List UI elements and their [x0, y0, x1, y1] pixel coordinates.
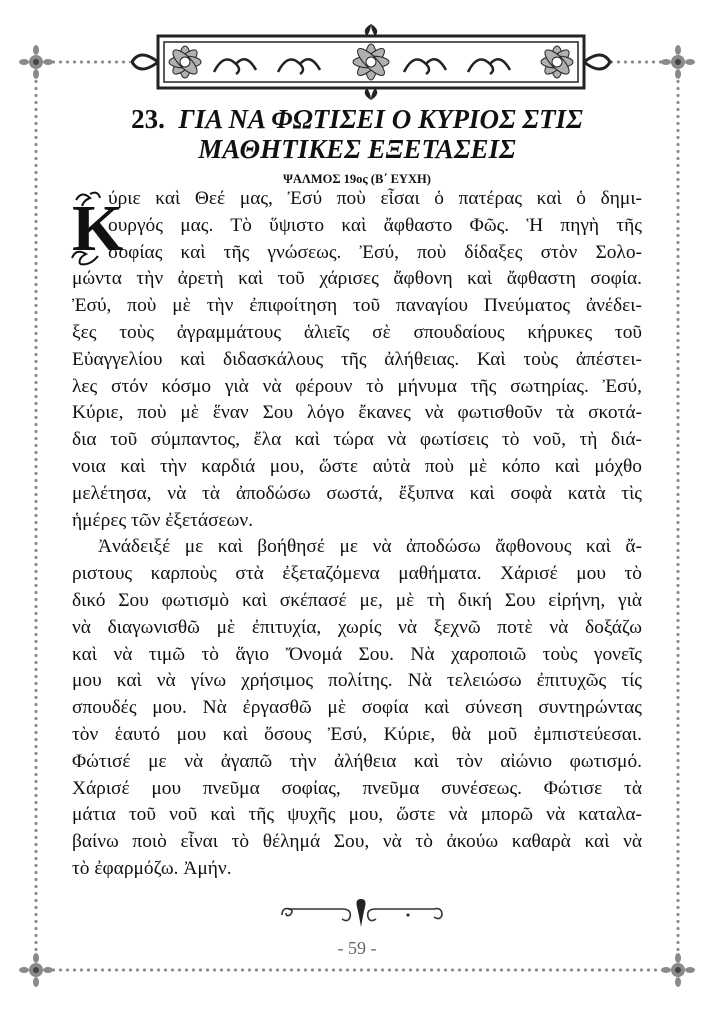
page-title: [60, 104, 654, 164]
text-line: νὰ διαγωνισθῶ μὲ ἐπιτυχία, χωρίς νὰ ξεχνῶ ποτὲ νὰ δοξάζω: [72, 616, 642, 638]
title-line-2: ΜΑΘΗΤΙΚΕΣ ΕΞΕΤΑΣΕΙΣ: [198, 134, 516, 164]
title-text-1: ΓΙΑ ΝΑ ΦΩΤΙΣΕΙ Ο ΚΥΡΙΟΣ ΣΤΙΣ: [178, 104, 583, 134]
text-line: βαίνω ποιὸ εἶναι τὸ θέλημά Σου, νὰ τὸ ἀκούω καθαρὰ καὶ νὰ: [72, 831, 642, 853]
text-line: ξες τοὺς ἀγραμμάτους ἁλιεῖς σὲ σπουδαίους κήρυκες τοῦ: [72, 321, 642, 343]
subtitle: ΨΑΛΜΟΣ 19ος (Β΄ ΕΥΧΗ): [283, 172, 431, 186]
text-line: Κύριε, ποὺ μὲ ἕναν Σου λόγο ἔκανες νὰ φωτισθοῦν τὰ σκοτά-: [72, 402, 642, 424]
text-line: τὸν ἑαυτό μου καὶ ὅσους Ἐσύ, Κύριε, θὰ μοῦ ἐμπιστεύεσαι.: [72, 723, 642, 745]
corner-rosette-icon: [661, 45, 695, 79]
text-line: Ἐσύ, ποὺ μὲ τὴν ἐπιφοίτηση τοῦ παναγίου Πνεύματος ἀνέδει-: [72, 295, 642, 317]
text-line: Χάρισέ μου πνεῦμα σοφίας, πνεῦμα συνέσεως. Φώτισε τὰ: [72, 777, 642, 799]
text-line: σοφίας καὶ τῆς γνώσεως. Ἐσύ, ποὺ δίδαξες στὸν Σολο-: [108, 241, 642, 263]
frame-top-left: [50, 59, 130, 65]
frame-right: [675, 78, 681, 954]
text-line: δικό Σου φωτισμὸ καὶ σκέπασέ με, μὲ τὴ δική Σου εἰρήνη, γιὰ: [72, 589, 642, 611]
text-line: ύριε καὶ Θεέ μας, Ἐσύ ποὺ εἶσαι ὁ πατέρας καὶ ὁ δημι-: [108, 188, 642, 209]
text-line: μάτια τοῦ νοῦ καὶ τῆς ψυχῆς μου, ὥστε νὰ μπορῶ νὰ καταλα-: [72, 804, 642, 826]
text-line: Φώτισέ με νὰ ἀγαπῶ τὴν ἀλήθεια καὶ τὸν αἰώνιο φωτισμό.: [72, 750, 642, 772]
flower-left: [169, 46, 201, 78]
corner-rosette-icon: [19, 45, 53, 79]
text-line: καὶ νὰ τιμῶ τὸ ἅγιο Ὄνομά Σου. Νὰ χαροποιῶ τοὺς γονεῖς: [72, 643, 642, 665]
frame-top-right: [608, 59, 668, 65]
flower-center: [353, 44, 389, 80]
prayer-body: [72, 186, 642, 883]
scroll-divider-icon: [276, 897, 446, 929]
title-line-1: [60, 104, 654, 134]
text-line: δια τοῦ σύμπαντος, ἔλα καὶ τώρα νὰ φωτίσεις τὸ νοῦ, τὴ διά-: [72, 429, 642, 451]
header-ornament-icon: [128, 22, 614, 102]
frame-left: [33, 78, 39, 954]
frame-bottom: [50, 967, 670, 973]
text-line: Ἀνάδειξέ με καὶ βοήθησέ με νὰ ἀποδώσω ἄφθονους καὶ ἄ-: [98, 536, 642, 558]
text-line: μελέτησα, νὰ τὰ ἀποδώσω σωστά, ἔξυπνα καὶ σοφὰ κατὰ τὶς: [72, 482, 642, 504]
text-line: μου καὶ νὰ γίνω χρήσιμος πολίτης. Νὰ τελειώσω ἐπιτυχῶς τίς: [72, 670, 642, 692]
paragraph-1: [72, 186, 642, 534]
title-number: 23.: [131, 104, 165, 134]
flower-right: [541, 46, 573, 78]
text-line: ἡμέρες τῶν ἐξετάσεων.: [72, 509, 254, 531]
page-number: - 59 -: [337, 938, 377, 958]
text-line: ριστους καρποὺς στὰ ἐξεταζόμενα μαθήματα. Χάρισέ μου τὸ: [72, 563, 642, 585]
text-line: νοια καὶ τὴν καρδιά μου, ὥστε αὐτὰ ποὺ μὲ κόπο καὶ μόχθο: [72, 455, 642, 477]
text-line: μώντα τὴν ἀρετὴ καὶ τοῦ χάρισες ἄφθονη καὶ ἄφθαστη σοφία.: [72, 268, 642, 290]
text-line: ουργός μας. Τὸ ὕψιστο καὶ ἄφθαστο Φῶς. Ἡ πηγὴ τῆς: [108, 214, 642, 236]
text-line: σπουδές μου. Νὰ ἐργασθῶ μὲ σοφία καὶ σύνεση συντηρώντας: [72, 697, 642, 719]
text-line: τὸ ἐφαρμόζω. Ἀμήν.: [72, 857, 232, 879]
text-line: Εὐαγγελίου καὶ διδασκάλους τῆς ἀλήθειας. Καὶ τοὺς ἀπέστει-: [72, 348, 642, 370]
paragraph-2: [72, 534, 642, 882]
text-line: λες στόν κόσμο γιὰ νὰ φέρουν τὸ μήνυμα τῆς σωτηρίας. Ἐσύ,: [72, 375, 642, 397]
drop-cap-letter: Κ: [72, 192, 124, 265]
